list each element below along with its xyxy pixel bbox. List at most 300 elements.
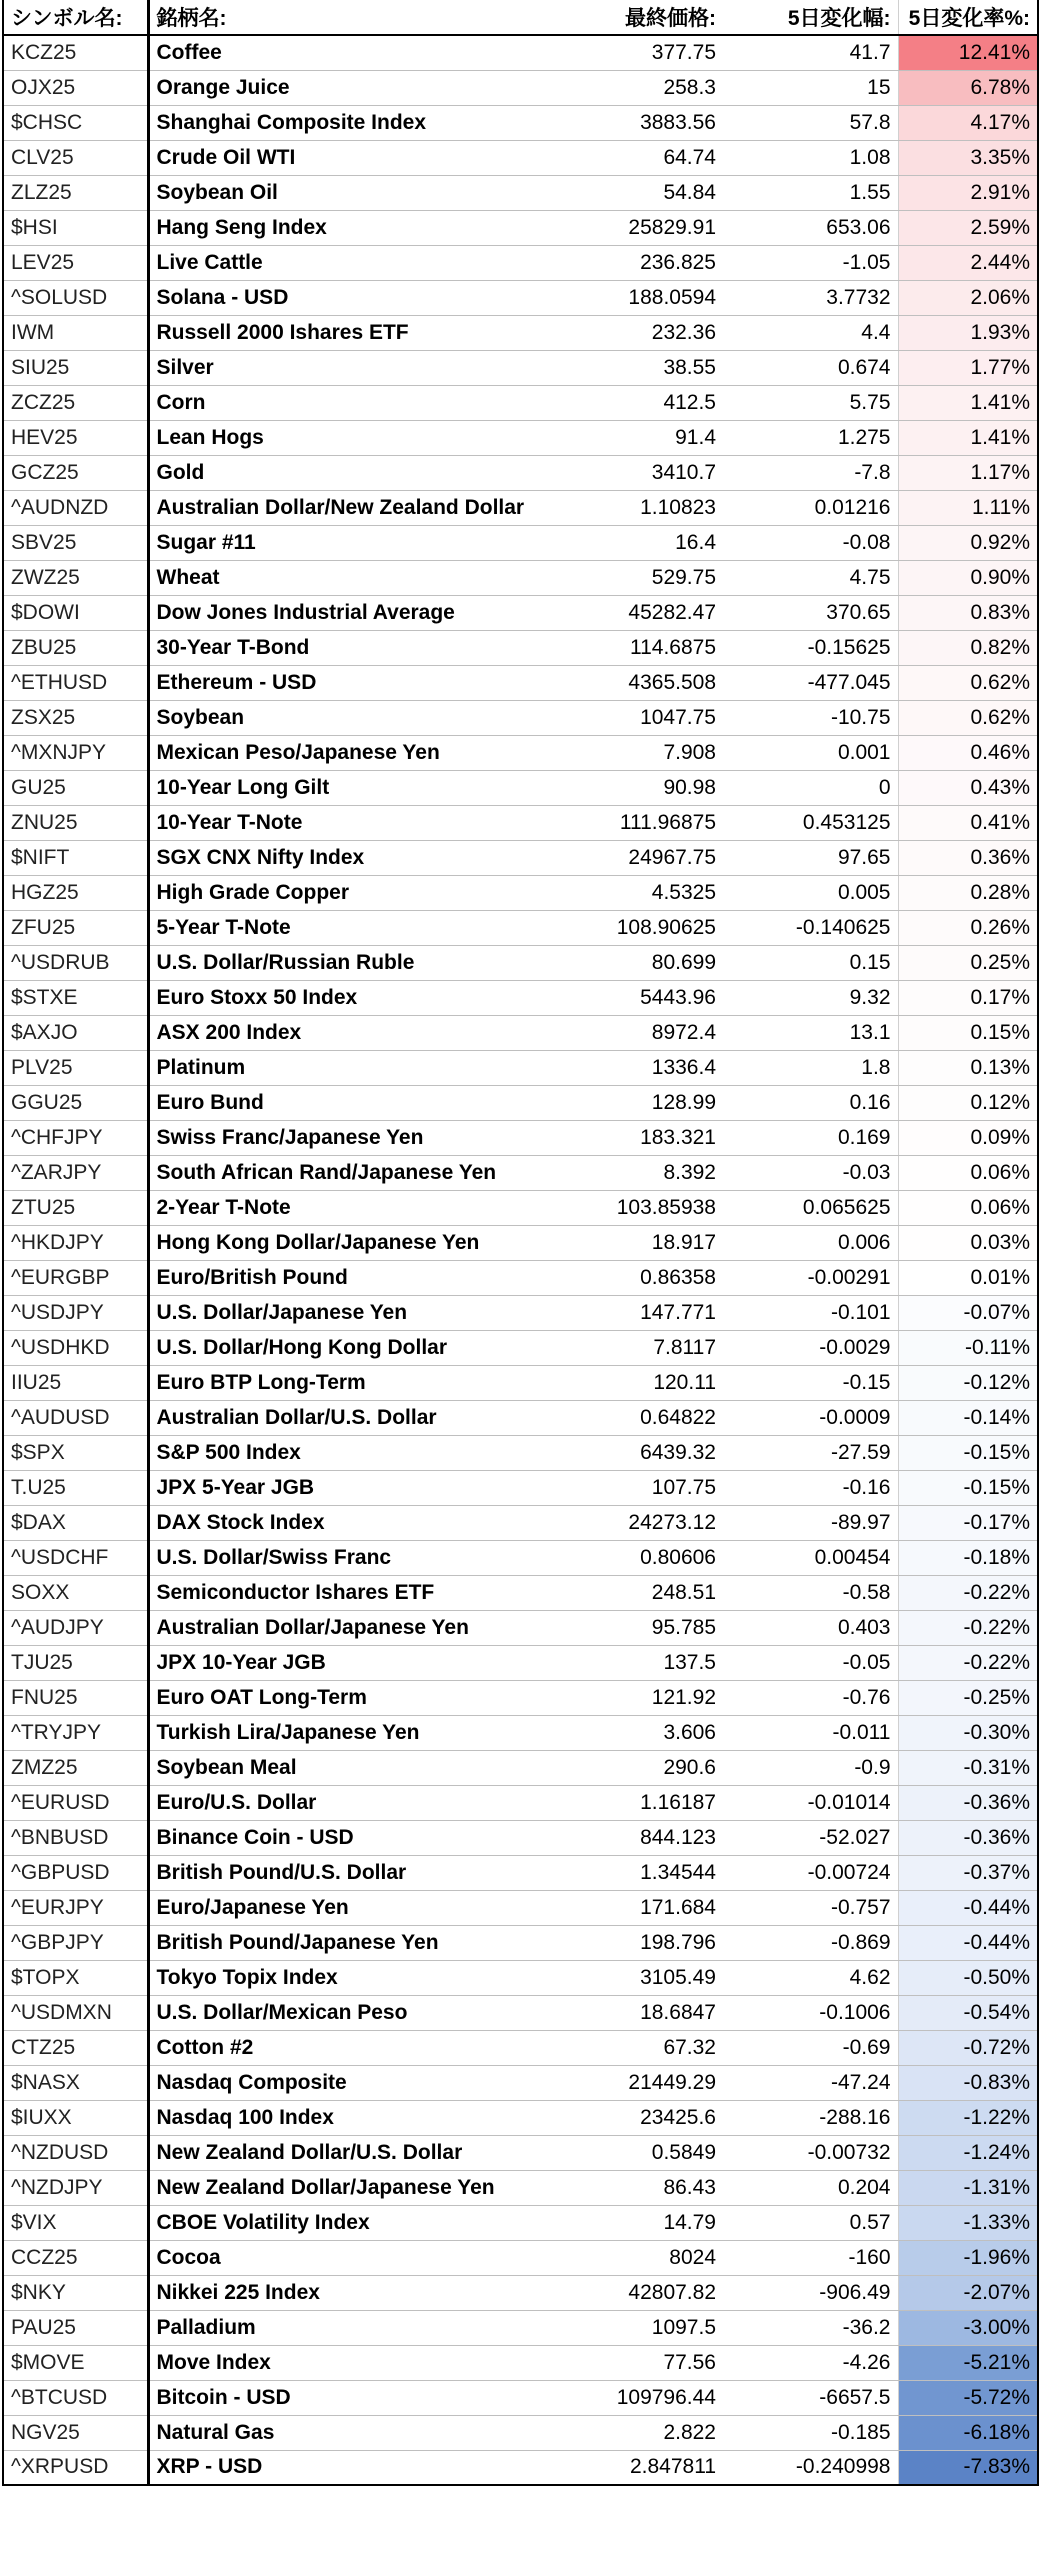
change-cell: 0.453125 [723, 805, 898, 840]
table-row [3, 1925, 1038, 1960]
table-row [3, 2240, 1038, 2275]
last-price-cell: 258.3 [548, 70, 723, 105]
name-cell: 10-Year Long Gilt [148, 770, 548, 805]
name-cell: Swiss Franc/Japanese Yen [148, 1120, 548, 1155]
change-cell: -27.59 [723, 1435, 898, 1470]
last-price-cell: 42807.82 [548, 2275, 723, 2310]
table-row [3, 1960, 1038, 1995]
table-row [3, 805, 1038, 840]
pct-change-cell: 0.62% [898, 700, 1038, 735]
name-cell: 2-Year T-Note [148, 1190, 548, 1225]
name-cell: Palladium [148, 2310, 548, 2345]
table-row [3, 2205, 1038, 2240]
table-row [3, 1610, 1038, 1645]
pct-change-cell: 3.35% [898, 140, 1038, 175]
change-cell: -0.185 [723, 2415, 898, 2450]
symbol-cell: ^SOLUSD [3, 280, 148, 315]
last-price-cell: 64.74 [548, 140, 723, 175]
table-row [3, 2275, 1038, 2310]
last-price-cell: 529.75 [548, 560, 723, 595]
table-row [3, 875, 1038, 910]
symbol-cell: $IUXX [3, 2100, 148, 2135]
pct-change-cell: 4.17% [898, 105, 1038, 140]
symbol-cell: ^XRPUSD [3, 2450, 148, 2485]
pct-change-cell: 2.44% [898, 245, 1038, 280]
name-cell: Australian Dollar/U.S. Dollar [148, 1400, 548, 1435]
change-cell: 0.169 [723, 1120, 898, 1155]
last-price-cell: 24273.12 [548, 1505, 723, 1540]
change-cell: 1.8 [723, 1050, 898, 1085]
change-cell: -0.101 [723, 1295, 898, 1330]
symbol-cell: CTZ25 [3, 2030, 148, 2065]
last-price-cell: 8.392 [548, 1155, 723, 1190]
table-row [3, 245, 1038, 280]
symbol-cell: KCZ25 [3, 35, 148, 70]
name-cell: Nasdaq 100 Index [148, 2100, 548, 2135]
last-price-cell: 2.847811 [548, 2450, 723, 2485]
change-cell: 57.8 [723, 105, 898, 140]
change-cell: 0.065625 [723, 1190, 898, 1225]
pct-change-cell: -1.96% [898, 2240, 1038, 2275]
symbol-cell: $CHSC [3, 105, 148, 140]
symbol-cell: ^BNBUSD [3, 1820, 148, 1855]
change-cell: -0.9 [723, 1750, 898, 1785]
pct-change-cell: -0.25% [898, 1680, 1038, 1715]
last-price-cell: 377.75 [548, 35, 723, 70]
table-row [3, 1330, 1038, 1365]
table-row [3, 2100, 1038, 2135]
change-cell: -0.0009 [723, 1400, 898, 1435]
pct-change-cell: -0.44% [898, 1890, 1038, 1925]
change-cell: 0.403 [723, 1610, 898, 1645]
symbol-cell: ^BTCUSD [3, 2380, 148, 2415]
table-row [3, 2030, 1038, 2065]
change-cell: -0.757 [723, 1890, 898, 1925]
table-row [3, 1120, 1038, 1155]
symbol-cell: $NKY [3, 2275, 148, 2310]
last-price-cell: 3105.49 [548, 1960, 723, 1995]
name-cell: Natural Gas [148, 2415, 548, 2450]
change-cell: -89.97 [723, 1505, 898, 1540]
symbol-cell: HEV25 [3, 420, 148, 455]
symbol-cell: ZWZ25 [3, 560, 148, 595]
pct-change-cell: -0.31% [898, 1750, 1038, 1785]
symbol-cell: ^USDMXN [3, 1995, 148, 2030]
last-price-cell: 121.92 [548, 1680, 723, 1715]
pct-change-cell: 0.83% [898, 595, 1038, 630]
change-cell: 15 [723, 70, 898, 105]
change-cell: -0.05 [723, 1645, 898, 1680]
table-row [3, 105, 1038, 140]
pct-change-cell: -1.33% [898, 2205, 1038, 2240]
last-price-cell: 25829.91 [548, 210, 723, 245]
name-cell: Soybean Oil [148, 175, 548, 210]
name-cell: Live Cattle [148, 245, 548, 280]
symbol-cell: ^USDHKD [3, 1330, 148, 1365]
change-cell: -1.05 [723, 245, 898, 280]
table-row [3, 2450, 1038, 2485]
pct-change-cell: 0.90% [898, 560, 1038, 595]
table-row [3, 1575, 1038, 1610]
symbol-cell: GU25 [3, 770, 148, 805]
change-cell: 0.57 [723, 2205, 898, 2240]
change-cell: 5.75 [723, 385, 898, 420]
name-cell: Ethereum - USD [148, 665, 548, 700]
pct-change-cell: -1.22% [898, 2100, 1038, 2135]
change-cell: 13.1 [723, 1015, 898, 1050]
name-cell: Australian Dollar/Japanese Yen [148, 1610, 548, 1645]
header-change: 5日変化幅: [723, 0, 898, 35]
name-cell: British Pound/Japanese Yen [148, 1925, 548, 1960]
change-cell: 4.62 [723, 1960, 898, 1995]
symbol-cell: ^GBPUSD [3, 1855, 148, 1890]
symbol-cell: OJX25 [3, 70, 148, 105]
table-row [3, 2310, 1038, 2345]
pct-change-cell: 1.17% [898, 455, 1038, 490]
pct-change-cell: 0.15% [898, 1015, 1038, 1050]
table-row [3, 910, 1038, 945]
last-price-cell: 80.699 [548, 945, 723, 980]
change-cell: 0.16 [723, 1085, 898, 1120]
last-price-cell: 1.34544 [548, 1855, 723, 1890]
symbol-cell: ^AUDNZD [3, 490, 148, 525]
change-cell: -0.869 [723, 1925, 898, 1960]
name-cell: Move Index [148, 2345, 548, 2380]
symbol-cell: $NASX [3, 2065, 148, 2100]
name-cell: Cocoa [148, 2240, 548, 2275]
pct-change-cell: -0.18% [898, 1540, 1038, 1575]
name-cell: Gold [148, 455, 548, 490]
table-row [3, 140, 1038, 175]
pct-change-cell: 0.17% [898, 980, 1038, 1015]
pct-change-cell: 0.09% [898, 1120, 1038, 1155]
change-cell: -4.26 [723, 2345, 898, 2380]
change-cell: -36.2 [723, 2310, 898, 2345]
change-cell: -6657.5 [723, 2380, 898, 2415]
name-cell: DAX Stock Index [148, 1505, 548, 1540]
symbol-cell: PLV25 [3, 1050, 148, 1085]
last-price-cell: 5443.96 [548, 980, 723, 1015]
pct-change-cell: -0.36% [898, 1785, 1038, 1820]
last-price-cell: 1336.4 [548, 1050, 723, 1085]
pct-change-cell: 1.41% [898, 385, 1038, 420]
name-cell: Tokyo Topix Index [148, 1960, 548, 1995]
table-row [3, 595, 1038, 630]
last-price-cell: 24967.75 [548, 840, 723, 875]
last-price-cell: 0.80606 [548, 1540, 723, 1575]
name-cell: High Grade Copper [148, 875, 548, 910]
change-cell: -0.15625 [723, 630, 898, 665]
last-price-cell: 18.917 [548, 1225, 723, 1260]
header-row [3, 0, 1038, 35]
table-row [3, 840, 1038, 875]
pct-change-cell: -0.15% [898, 1470, 1038, 1505]
table-row [3, 1050, 1038, 1085]
last-price-cell: 290.6 [548, 1750, 723, 1785]
pct-change-cell: -7.83% [898, 2450, 1038, 2485]
change-cell: 9.32 [723, 980, 898, 1015]
table-row [3, 1785, 1038, 1820]
name-cell: XRP - USD [148, 2450, 548, 2485]
pct-change-cell: 0.46% [898, 735, 1038, 770]
change-cell: -0.03 [723, 1155, 898, 1190]
change-cell: 1.08 [723, 140, 898, 175]
pct-change-cell: 0.06% [898, 1155, 1038, 1190]
table-row [3, 980, 1038, 1015]
table-row [3, 1295, 1038, 1330]
change-cell: 97.65 [723, 840, 898, 875]
name-cell: S&P 500 Index [148, 1435, 548, 1470]
last-price-cell: 4.5325 [548, 875, 723, 910]
table-row [3, 385, 1038, 420]
name-cell: U.S. Dollar/Japanese Yen [148, 1295, 548, 1330]
symbol-cell: $NIFT [3, 840, 148, 875]
pct-change-cell: -0.14% [898, 1400, 1038, 1435]
change-cell: 3.7732 [723, 280, 898, 315]
name-cell: Platinum [148, 1050, 548, 1085]
pct-change-cell: -0.22% [898, 1575, 1038, 1610]
change-cell: -0.00724 [723, 1855, 898, 1890]
name-cell: Silver [148, 350, 548, 385]
change-cell: -0.08 [723, 525, 898, 560]
pct-change-cell: -0.22% [898, 1610, 1038, 1645]
table-row [3, 175, 1038, 210]
last-price-cell: 188.0594 [548, 280, 723, 315]
pct-change-cell: 2.91% [898, 175, 1038, 210]
last-price-cell: 8024 [548, 2240, 723, 2275]
change-cell: 0.01216 [723, 490, 898, 525]
pct-change-cell: 0.92% [898, 525, 1038, 560]
last-price-cell: 0.86358 [548, 1260, 723, 1295]
pct-change-cell: 0.26% [898, 910, 1038, 945]
symbol-cell: ^ZARJPY [3, 1155, 148, 1190]
last-price-cell: 21449.29 [548, 2065, 723, 2100]
performance-table [2, 0, 1039, 2486]
symbol-cell: CCZ25 [3, 2240, 148, 2275]
symbol-cell: FNU25 [3, 1680, 148, 1715]
change-cell: -0.240998 [723, 2450, 898, 2485]
name-cell: U.S. Dollar/Swiss Franc [148, 1540, 548, 1575]
pct-change-cell: 1.41% [898, 420, 1038, 455]
name-cell: CBOE Volatility Index [148, 2205, 548, 2240]
symbol-cell: T.U25 [3, 1470, 148, 1505]
pct-change-cell: -3.00% [898, 2310, 1038, 2345]
name-cell: 5-Year T-Note [148, 910, 548, 945]
change-cell: 0 [723, 770, 898, 805]
name-cell: Hong Kong Dollar/Japanese Yen [148, 1225, 548, 1260]
name-cell: SGX CNX Nifty Index [148, 840, 548, 875]
table-row [3, 1855, 1038, 1890]
symbol-cell: IWM [3, 315, 148, 350]
pct-change-cell: -0.07% [898, 1295, 1038, 1330]
last-price-cell: 16.4 [548, 525, 723, 560]
header-last: 最終価格: [548, 0, 723, 35]
symbol-cell: ZBU25 [3, 630, 148, 665]
table-row [3, 1995, 1038, 2030]
last-price-cell: 236.825 [548, 245, 723, 280]
name-cell: Shanghai Composite Index [148, 105, 548, 140]
pct-change-cell: -2.07% [898, 2275, 1038, 2310]
name-cell: Bitcoin - USD [148, 2380, 548, 2415]
last-price-cell: 108.90625 [548, 910, 723, 945]
change-cell: -288.16 [723, 2100, 898, 2135]
name-cell: U.S. Dollar/Mexican Peso [148, 1995, 548, 2030]
name-cell: Turkish Lira/Japanese Yen [148, 1715, 548, 1750]
symbol-cell: ZFU25 [3, 910, 148, 945]
last-price-cell: 86.43 [548, 2170, 723, 2205]
change-cell: -906.49 [723, 2275, 898, 2310]
table-row [3, 2345, 1038, 2380]
table-row [3, 1190, 1038, 1225]
header-symbol: シンボル名: [3, 0, 148, 35]
last-price-cell: 107.75 [548, 1470, 723, 1505]
symbol-cell: ^EURJPY [3, 1890, 148, 1925]
last-price-cell: 120.11 [548, 1365, 723, 1400]
change-cell: -0.69 [723, 2030, 898, 2065]
last-price-cell: 128.99 [548, 1085, 723, 1120]
name-cell: Nikkei 225 Index [148, 2275, 548, 2310]
change-cell: 0.001 [723, 735, 898, 770]
change-cell: 653.06 [723, 210, 898, 245]
change-cell: -0.0029 [723, 1330, 898, 1365]
table-row [3, 35, 1038, 70]
pct-change-cell: 0.82% [898, 630, 1038, 665]
change-cell: 0.674 [723, 350, 898, 385]
change-cell: 370.65 [723, 595, 898, 630]
symbol-cell: $VIX [3, 2205, 148, 2240]
name-cell: Wheat [148, 560, 548, 595]
symbol-cell: ^NZDJPY [3, 2170, 148, 2205]
symbol-cell: SBV25 [3, 525, 148, 560]
pct-change-cell: 0.01% [898, 1260, 1038, 1295]
symbol-cell: ZLZ25 [3, 175, 148, 210]
symbol-cell: $AXJO [3, 1015, 148, 1050]
change-cell: -0.15 [723, 1365, 898, 1400]
change-cell: 1.275 [723, 420, 898, 455]
pct-change-cell: -5.72% [898, 2380, 1038, 2415]
symbol-cell: ^TRYJPY [3, 1715, 148, 1750]
name-cell: Orange Juice [148, 70, 548, 105]
symbol-cell: ^USDRUB [3, 945, 148, 980]
last-price-cell: 412.5 [548, 385, 723, 420]
change-cell: 0.006 [723, 1225, 898, 1260]
last-price-cell: 114.6875 [548, 630, 723, 665]
pct-change-cell: -0.11% [898, 1330, 1038, 1365]
table-row [3, 525, 1038, 560]
symbol-cell: $DOWI [3, 595, 148, 630]
change-cell: -0.140625 [723, 910, 898, 945]
table-row [3, 1400, 1038, 1435]
pct-change-cell: -0.50% [898, 1960, 1038, 1995]
table-row [3, 1155, 1038, 1190]
symbol-cell: GGU25 [3, 1085, 148, 1120]
last-price-cell: 183.321 [548, 1120, 723, 1155]
pct-change-cell: -0.15% [898, 1435, 1038, 1470]
symbol-cell: $TOPX [3, 1960, 148, 1995]
table-row [3, 1540, 1038, 1575]
symbol-cell: ^AUDUSD [3, 1400, 148, 1435]
last-price-cell: 111.96875 [548, 805, 723, 840]
name-cell: Solana - USD [148, 280, 548, 315]
pct-change-cell: -0.83% [898, 2065, 1038, 2100]
symbol-cell: ZTU25 [3, 1190, 148, 1225]
table-row [3, 1085, 1038, 1120]
last-price-cell: 3883.56 [548, 105, 723, 140]
last-price-cell: 38.55 [548, 350, 723, 385]
pct-change-cell: 0.13% [898, 1050, 1038, 1085]
table-row [3, 2380, 1038, 2415]
last-price-cell: 1097.5 [548, 2310, 723, 2345]
last-price-cell: 232.36 [548, 315, 723, 350]
name-cell: ASX 200 Index [148, 1015, 548, 1050]
last-price-cell: 14.79 [548, 2205, 723, 2240]
table-row [3, 770, 1038, 805]
pct-change-cell: -1.31% [898, 2170, 1038, 2205]
change-cell: -47.24 [723, 2065, 898, 2100]
last-price-cell: 1.10823 [548, 490, 723, 525]
table-row [3, 1470, 1038, 1505]
name-cell: Euro Bund [148, 1085, 548, 1120]
last-price-cell: 67.32 [548, 2030, 723, 2065]
last-price-cell: 90.98 [548, 770, 723, 805]
table-row [3, 1750, 1038, 1785]
symbol-cell: CLV25 [3, 140, 148, 175]
last-price-cell: 91.4 [548, 420, 723, 455]
symbol-cell: $DAX [3, 1505, 148, 1540]
table-row [3, 630, 1038, 665]
last-price-cell: 3410.7 [548, 455, 723, 490]
name-cell: New Zealand Dollar/U.S. Dollar [148, 2135, 548, 2170]
name-cell: Australian Dollar/New Zealand Dollar [148, 490, 548, 525]
last-price-cell: 171.684 [548, 1890, 723, 1925]
last-price-cell: 6439.32 [548, 1435, 723, 1470]
pct-change-cell: 0.03% [898, 1225, 1038, 1260]
change-cell: 1.55 [723, 175, 898, 210]
last-price-cell: 77.56 [548, 2345, 723, 2380]
pct-change-cell: -0.72% [898, 2030, 1038, 2065]
last-price-cell: 0.64822 [548, 1400, 723, 1435]
pct-change-cell: 1.77% [898, 350, 1038, 385]
table-row [3, 70, 1038, 105]
last-price-cell: 844.123 [548, 1820, 723, 1855]
name-cell: Euro Stoxx 50 Index [148, 980, 548, 1015]
table-row [3, 280, 1038, 315]
name-cell: Soybean [148, 700, 548, 735]
table-row [3, 1505, 1038, 1540]
symbol-cell: ^USDJPY [3, 1295, 148, 1330]
name-cell: Mexican Peso/Japanese Yen [148, 735, 548, 770]
change-cell: -0.00732 [723, 2135, 898, 2170]
pct-change-cell: -0.36% [898, 1820, 1038, 1855]
name-cell: U.S. Dollar/Russian Ruble [148, 945, 548, 980]
change-cell: 4.75 [723, 560, 898, 595]
table-row [3, 1435, 1038, 1470]
pct-change-cell: 0.41% [898, 805, 1038, 840]
symbol-cell: $STXE [3, 980, 148, 1015]
name-cell: 30-Year T-Bond [148, 630, 548, 665]
name-cell: Euro BTP Long-Term [148, 1365, 548, 1400]
name-cell: Euro/British Pound [148, 1260, 548, 1295]
name-cell: British Pound/U.S. Dollar [148, 1855, 548, 1890]
change-cell: 0.005 [723, 875, 898, 910]
symbol-cell: ^HKDJPY [3, 1225, 148, 1260]
last-price-cell: 4365.508 [548, 665, 723, 700]
pct-change-cell: -0.37% [898, 1855, 1038, 1890]
change-cell: -7.8 [723, 455, 898, 490]
change-cell: -52.027 [723, 1820, 898, 1855]
table-row [3, 1260, 1038, 1295]
symbol-cell: SIU25 [3, 350, 148, 385]
